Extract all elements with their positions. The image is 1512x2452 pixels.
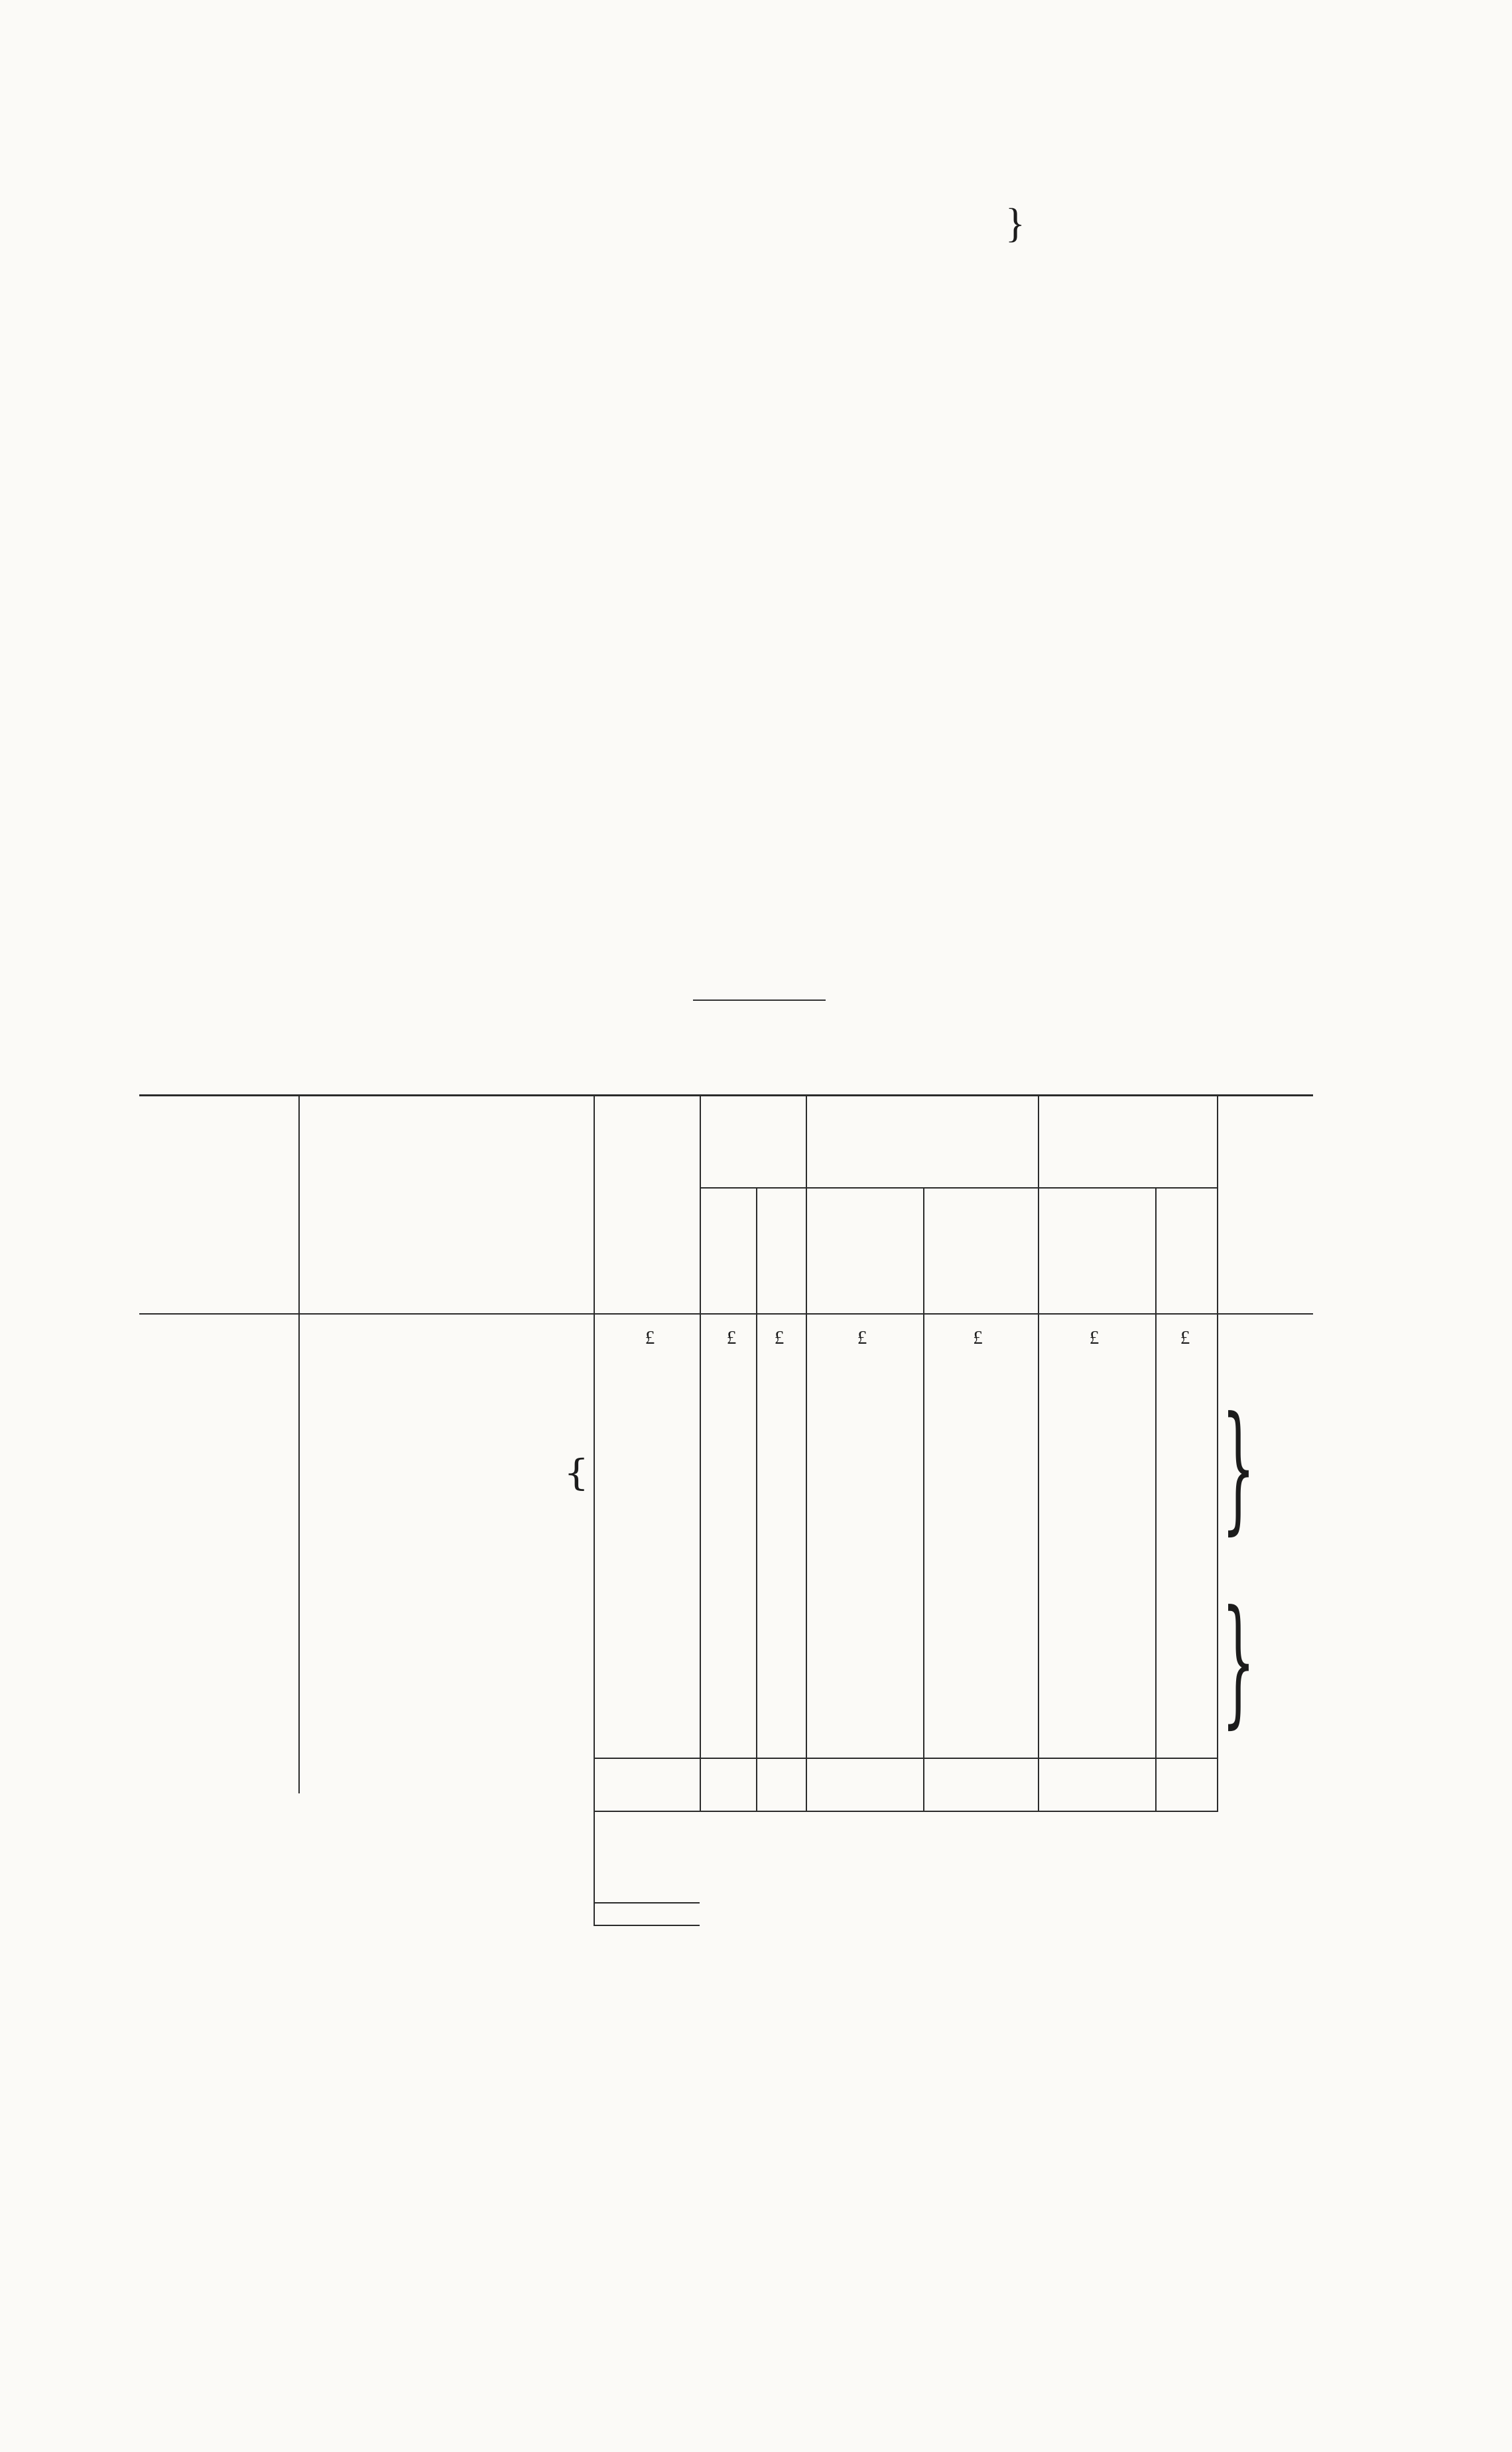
col-divider [1038,1096,1039,1812]
currency-symbol: £ [645,1327,655,1348]
body-text [139,202,1306,249]
currency-symbol: £ [774,1327,785,1348]
totals-rule [594,1758,1217,1759]
loan-act-1863-brace: { [564,1452,590,1494]
currency-symbol: £ [1089,1327,1100,1348]
grand-total-rule [594,1902,700,1904]
col-divider [594,1096,595,1925]
col-divider [1217,1096,1218,1812]
sinking-funds-table [139,1088,1313,2043]
col-divider [806,1096,807,1812]
col-divider [756,1187,757,1812]
col-divider [298,1096,300,1793]
currency-symbol: £ [1180,1327,1190,1348]
group-brace-right: } [1222,1387,1255,1548]
totals-bottom-rule [594,1811,1217,1812]
section-divider [693,1000,826,1001]
table-header-rule [139,1313,1313,1315]
grand-total-bottom-rule [594,1925,700,1926]
subheader-rule [700,1187,1217,1189]
currency-symbol: £ [857,1327,867,1348]
table-top-rule [139,1094,1313,1096]
col-divider [700,1096,701,1812]
signature-brace: } [1005,201,1025,246]
col-divider [923,1187,924,1812]
group-brace-right-2: } [1222,1581,1255,1742]
signature-block [139,201,1306,272]
signature-line [139,202,1306,226]
currency-symbol: £ [726,1327,737,1348]
currency-symbol: £ [973,1327,983,1348]
col-divider [1155,1187,1157,1812]
